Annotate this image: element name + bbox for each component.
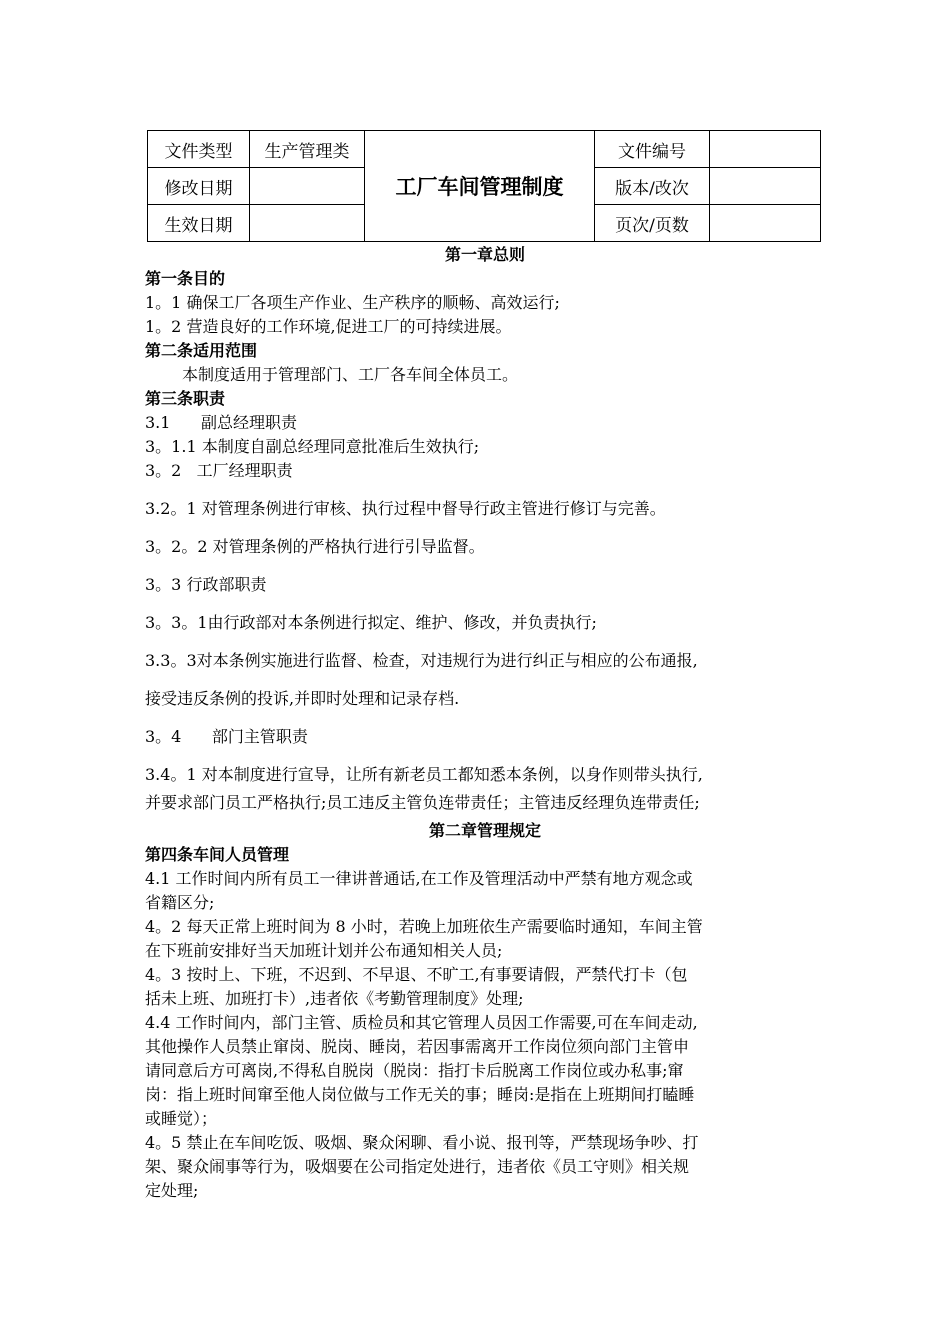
article-3-line-4: 3.2。1 对管理条例进行审核、执行过程中督导行政主管进行修订与完善。: [145, 499, 666, 518]
article-4-title: 第四条车间人员管理: [145, 845, 290, 864]
article-3-line-9: 接受违反条例的投诉,并即时处理和记录存档.: [145, 689, 460, 708]
article-4-line-13: 架、聚众闹事等行为，吸烟要在公司指定处进行，违者依《员工守则》相关规: [145, 1157, 690, 1176]
article-4-line-9: 请同意后方可离岗,不得私自脱岗（脱岗：指打卡后脱离工作岗位或办私事;窜: [145, 1061, 684, 1080]
doc-type-label: 文件类型: [148, 131, 250, 168]
article-4-line-1: 4.1 工作时间内所有员工一律讲普通话,在工作及管理活动中严禁有地方观念或: [145, 869, 693, 888]
version-value: [710, 168, 821, 205]
article-3-line-6: 3。3 行政部职责: [145, 575, 267, 594]
article-4-line-12: 4。5 禁止在车间吃饭、吸烟、聚众闲聊、看小说、报刊等，严禁现场争吵、打: [145, 1133, 699, 1152]
modify-date-value: [250, 168, 365, 205]
article-3-line-3: 3。2 工厂经理职责: [145, 461, 293, 480]
article-3-line-8: 3.3。3对本条例实施进行监督、检查，对违规行为进行纠正与相应的公布通报,: [145, 651, 698, 670]
version-label: 版本/改次: [595, 168, 710, 205]
article-2-title: 第二条适用范围: [145, 341, 258, 360]
doc-type-value: 生产管理类: [250, 131, 365, 168]
document-title: 工厂车间管理制度: [365, 131, 595, 242]
article-4-line-3: 4。2 每天正常上班时间为 8 小时，若晚上加班依生产需要临时通知，车间主管: [145, 917, 703, 936]
article-1-item-2: 1。2 营造良好的工作环境,促进工厂的可持续进展。: [145, 317, 512, 336]
doc-no-value: [710, 131, 821, 168]
article-1-title: 第一条目的: [145, 269, 226, 288]
article-4-line-7: 4.4 工作时间内，部门主管、质检员和其它管理人员因工作需要,可在车间走动,: [145, 1013, 698, 1032]
chapter-1-title: 第一章总则: [444, 245, 525, 264]
doc-no-label: 文件编号: [595, 131, 710, 168]
article-4-line-4: 在下班前安排好当天加班计划并公布通知相关人员;: [145, 941, 503, 960]
article-4-line-2: 省籍区分;: [145, 893, 215, 912]
article-3-line-12: 并要求部门员工严格执行;员工违反主管负连带责任；主管违反经理负连带责任;: [145, 793, 700, 812]
document-header-table: [147, 130, 821, 242]
article-4-line-10: 岗：指上班时间窜至他人岗位做与工作无关的事；睡岗:是指在上班期间打瞌睡: [145, 1085, 695, 1104]
effective-date-label: 生效日期: [148, 205, 250, 242]
article-3-line-5: 3。2。2 对管理条例的严格执行进行引导监督。: [145, 537, 485, 556]
header-row-1: [148, 131, 821, 168]
article-4-line-5: 4。3 按时上、下班，不迟到、不早退、不旷工,有事要请假，严禁代打卡（包: [145, 965, 688, 984]
article-3-line-11: 3.4。1 对本制度进行宣导，让所有新老员工都知悉本条例，以身作则带头执行,: [145, 765, 703, 784]
article-4-line-14: 定处理;: [145, 1181, 199, 1200]
effective-date-value: [250, 205, 365, 242]
article-3-title: 第三条职责: [145, 389, 226, 408]
modify-date-label: 修改日期: [148, 168, 250, 205]
article-3-line-2: 3。1.1 本制度自副总经理同意批准后生效执行;: [145, 437, 480, 456]
document-body: [145, 243, 825, 1203]
article-4-line-11: 或睡觉）；: [145, 1109, 218, 1128]
article-3-line-1: 3.1 副总经理职责: [145, 413, 297, 432]
page-label: 页次/页数: [595, 205, 710, 242]
article-1-item-1: 1。1 确保工厂各项生产作业、生产秩序的顺畅、高效运行;: [145, 293, 560, 312]
article-4-line-6: 括未上班、加班打卡）,违者依《考勤管理制度》处理;: [145, 989, 524, 1008]
article-3-line-10: 3。4 部门主管职责: [145, 727, 308, 746]
article-3-line-7: 3。3。1由行政部对本条例进行拟定、维护、修改，并负责执行;: [145, 613, 597, 632]
article-2-text: 本制度适用于管理部门、工厂各车间全体员工。: [182, 365, 519, 384]
article-4-line-8: 其他操作人员禁止窜岗、脱岗、睡岗，若因事需离开工作岗位须向部门主管申: [145, 1037, 690, 1056]
page-value: [710, 205, 821, 242]
chapter-2-title: 第二章管理规定: [428, 821, 541, 840]
